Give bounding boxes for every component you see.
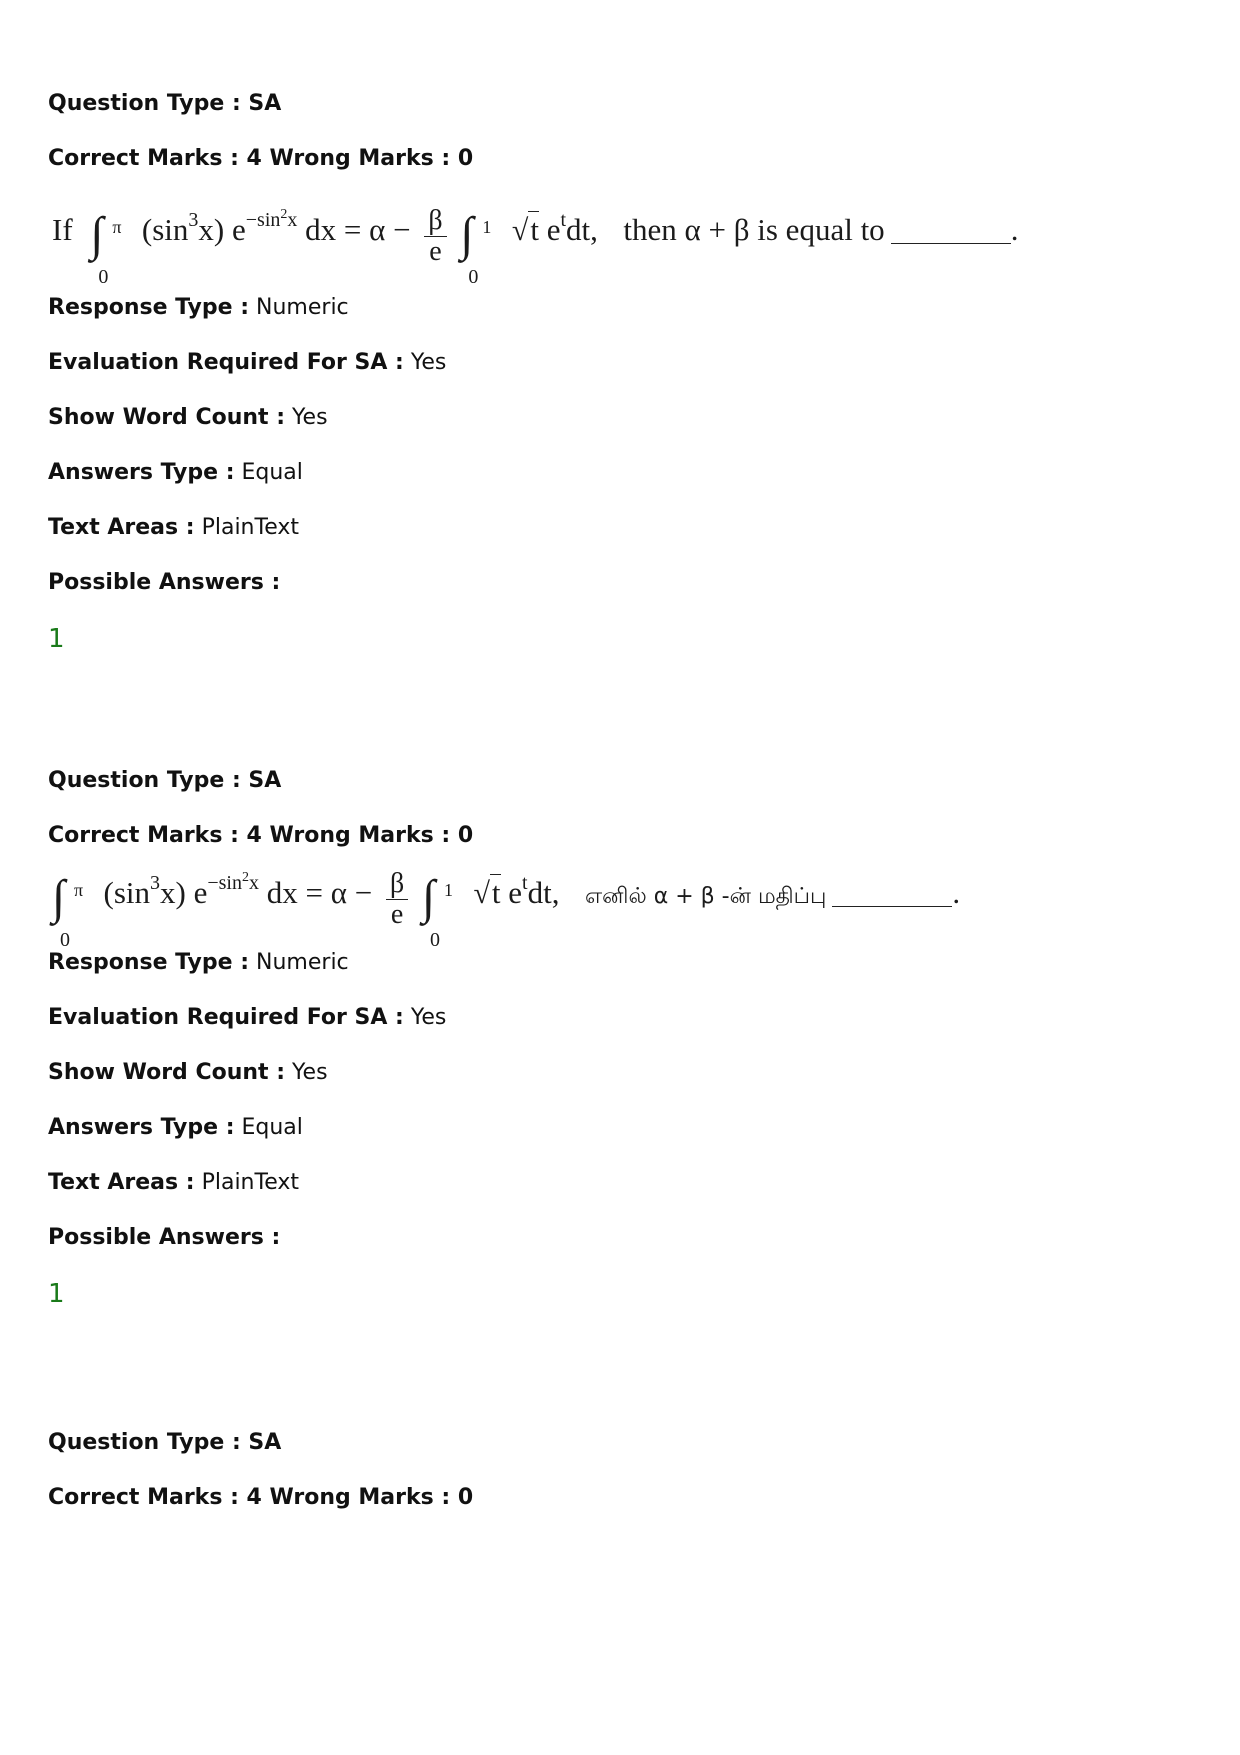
question-equation [48, 853, 1188, 949]
equation-exponent: 3 [188, 209, 199, 231]
field-text-areas [48, 514, 1188, 569]
question-equation [48, 184, 1188, 294]
field-value: Equal [241, 1115, 303, 1140]
field-value: Numeric [256, 950, 349, 975]
question-tail-text: எனில் α + β -ன் மதிப்பு [584, 884, 827, 909]
question-type: Question Type : SA [48, 768, 282, 793]
field-evaluation-required [48, 349, 1188, 404]
field-show-word-count [48, 1059, 1188, 1114]
answer-blank [832, 880, 952, 907]
field-label: Answers Type : [48, 460, 235, 485]
field-label: Evaluation Required For SA : [48, 350, 404, 375]
equation-exponent: t [522, 872, 528, 894]
marks-info: Correct Marks : 4 Wrong Marks : 0 [48, 823, 474, 848]
possible-answers-label: Possible Answers : [48, 570, 281, 595]
equation-exponent: −sin [207, 872, 242, 894]
integral-upper-limit: 1 [443, 880, 453, 900]
marks-info: Correct Marks : 4 Wrong Marks : 0 [48, 146, 474, 171]
question-prefix: If [52, 212, 73, 247]
fraction-numerator: β [386, 869, 408, 900]
fraction [424, 206, 446, 267]
equation-term: dx = α − [258, 875, 373, 910]
integral-sign: ∫ π 0 [52, 878, 78, 918]
field-value: PlainText [201, 1170, 299, 1195]
integral-lower-limit: 0 [60, 929, 70, 951]
field-show-word-count [48, 404, 1188, 459]
question-block-3 [48, 1429, 1188, 1539]
integral-upper-limit: 1 [482, 217, 492, 237]
equation-term: . [952, 875, 961, 910]
equation-exponent: 2 [241, 870, 249, 885]
question-block-1 [48, 90, 1188, 684]
field-response-type [48, 294, 1188, 349]
equation-term: (sin [141, 212, 189, 247]
equation-exponent: t [560, 209, 567, 231]
field-response-type [48, 949, 1188, 1004]
equation-term: dx = α − [297, 212, 411, 247]
equation-exponent: x [248, 872, 259, 894]
equation-exponent: −sin [245, 209, 281, 231]
field-evaluation-required [48, 1004, 1188, 1059]
sqrt-radicand: t [491, 875, 501, 910]
equation-term: (sin [103, 875, 150, 910]
field-label: Text Areas : [48, 515, 195, 540]
field-label: Show Word Count : [48, 405, 286, 430]
equation-exponent: 2 [280, 207, 288, 222]
sqrt-radicand: t [530, 212, 539, 247]
field-label: Response Type : [48, 950, 250, 975]
integral-sign: ∫ 1 0 [422, 878, 448, 918]
integral-lower-limit: 0 [98, 266, 109, 288]
field-value: Yes [292, 405, 328, 430]
possible-answer-value: 1 [48, 1279, 65, 1309]
equation-term: dt, [527, 875, 560, 910]
sqrt-symbol: √ [511, 214, 529, 247]
possible-answers-label: Possible Answers : [48, 1225, 281, 1250]
equation-term: dt, [566, 212, 598, 247]
field-label: Evaluation Required For SA : [48, 1005, 404, 1030]
question-tail-text: then α + β is equal to [623, 212, 885, 247]
field-label: Show Word Count : [48, 1060, 286, 1085]
integral-lower-limit: 0 [429, 929, 440, 951]
integral-sign: ∫ π 0 [90, 215, 116, 255]
sqrt-symbol: √ [473, 877, 490, 910]
field-value: Yes [410, 1005, 447, 1030]
answer-blank [891, 217, 1011, 244]
equation-term: x) e [198, 212, 246, 247]
fraction [386, 869, 408, 930]
field-label: Answers Type : [48, 1115, 235, 1140]
field-value: Yes [410, 350, 447, 375]
fraction-denominator: e [429, 236, 442, 267]
field-text-areas [48, 1169, 1188, 1224]
fraction-numerator: β [424, 206, 446, 237]
possible-answer-value: 1 [48, 624, 65, 654]
equation-term: e [538, 212, 561, 247]
equation-term: x) e [160, 875, 208, 910]
integral-lower-limit: 0 [468, 266, 479, 288]
field-label: Response Type : [48, 295, 250, 320]
question-type: Question Type : SA [48, 91, 282, 116]
integral-upper-limit: π [74, 880, 84, 900]
field-label: Text Areas : [48, 1170, 195, 1195]
field-value: Numeric [256, 295, 349, 320]
field-answers-type [48, 459, 1188, 514]
equation-term: . [1010, 212, 1019, 247]
equation-exponent: x [287, 209, 298, 231]
equation-term: e [500, 875, 523, 910]
equation-exponent: 3 [150, 872, 160, 894]
field-value: PlainText [201, 515, 299, 540]
marks-info: Correct Marks : 4 Wrong Marks : 0 [48, 1485, 474, 1510]
integral-upper-limit: π [112, 217, 122, 237]
field-value: Yes [292, 1060, 328, 1085]
integral-sign: ∫ 1 0 [460, 215, 486, 255]
field-answers-type [48, 1114, 1188, 1169]
field-value: Equal [241, 460, 303, 485]
fraction-denominator: e [390, 899, 404, 930]
question-block-2 [48, 767, 1188, 1339]
question-type: Question Type : SA [48, 1430, 282, 1455]
